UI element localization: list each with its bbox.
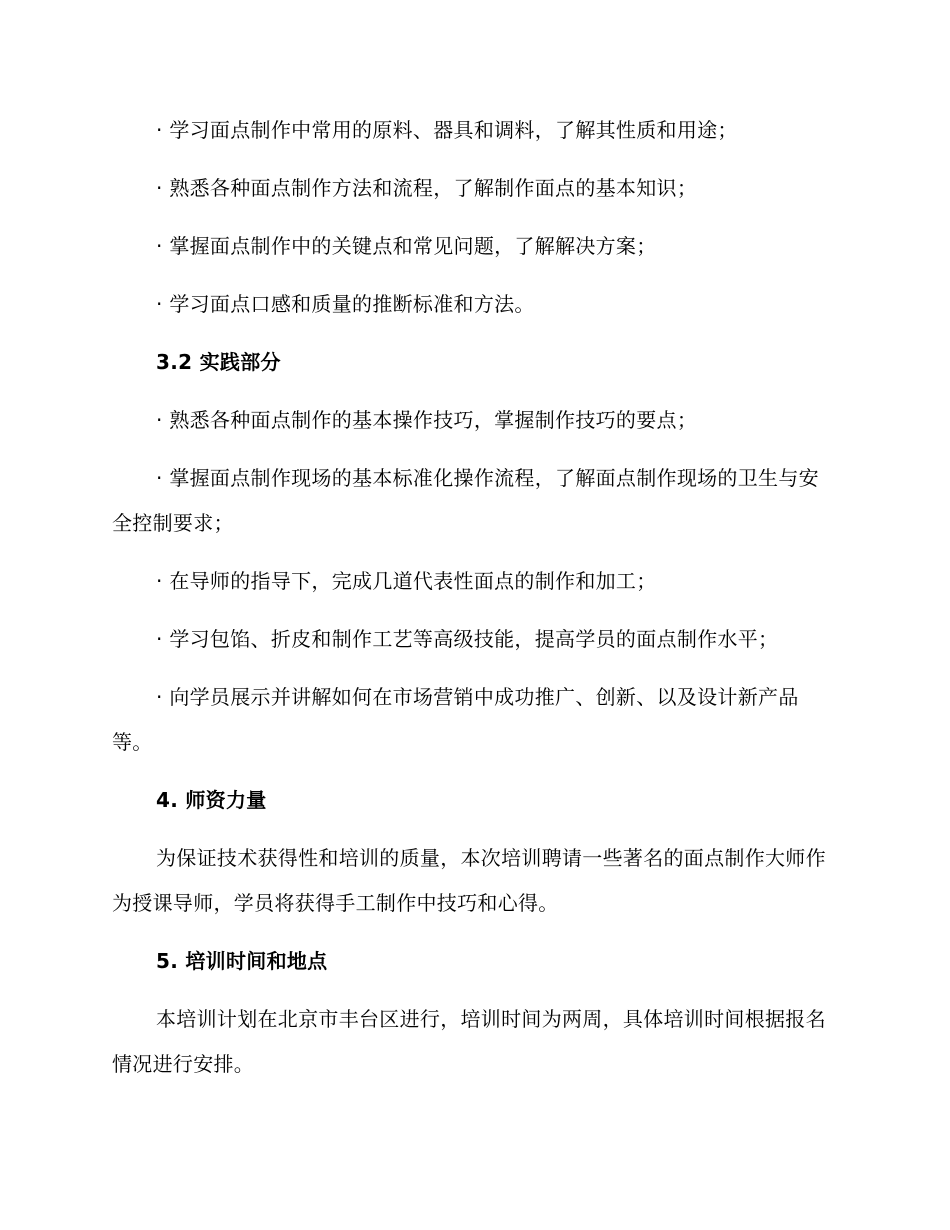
paragraph-time-location: 本培训计划在北京市丰台区进行，培训时间为两周，具体培训时间根据报名情况进行安排。 bbox=[112, 1007, 826, 1076]
bullet-item-operation-skills: · 熟悉各种面点制作的基本操作技巧，掌握制作技巧的要点； bbox=[156, 408, 698, 432]
document-body bbox=[112, 108, 834, 1087]
section-heading-time-location: 5. 培训时间和地点 bbox=[156, 949, 328, 973]
bullet-item-marketing: · 向学员展示并讲解如何在市场营销中成功推广、创新、以及设计新产品等。 bbox=[112, 685, 799, 754]
bullet-item-ingredients: · 学习面点制作中常用的原料、器具和调料，了解其性质和用途； bbox=[156, 118, 738, 142]
section-heading-faculty: 4. 师资力量 bbox=[156, 788, 267, 812]
bullet-item-advanced-skills: · 学习包馅、折皮和制作工艺等高级技能，提高学员的面点制作水平； bbox=[156, 627, 779, 651]
paragraph-faculty: 为保证技术获得性和培训的质量，本次培训聘请一些著名的面点制作大师作为授课导师，学员将获得手工制作中技巧和心得。 bbox=[112, 846, 826, 915]
section-heading-practice: 3.2 实践部分 bbox=[156, 350, 281, 374]
bullet-item-methods: · 熟悉各种面点制作方法和流程，了解制作面点的基本知识； bbox=[156, 176, 698, 200]
bullet-item-quality: · 学习面点口感和质量的推断标准和方法。 bbox=[156, 292, 535, 316]
bullet-item-standard-process: · 掌握面点制作现场的基本标准化操作流程，了解面点制作现场的卫生与安全控制要求； bbox=[112, 466, 819, 535]
bullet-item-key-points: · 掌握面点制作中的关键点和常见问题，了解解决方案； bbox=[156, 234, 657, 258]
bullet-item-mentor-guidance: · 在导师的指导下，完成几道代表性面点的制作和加工； bbox=[156, 569, 657, 593]
